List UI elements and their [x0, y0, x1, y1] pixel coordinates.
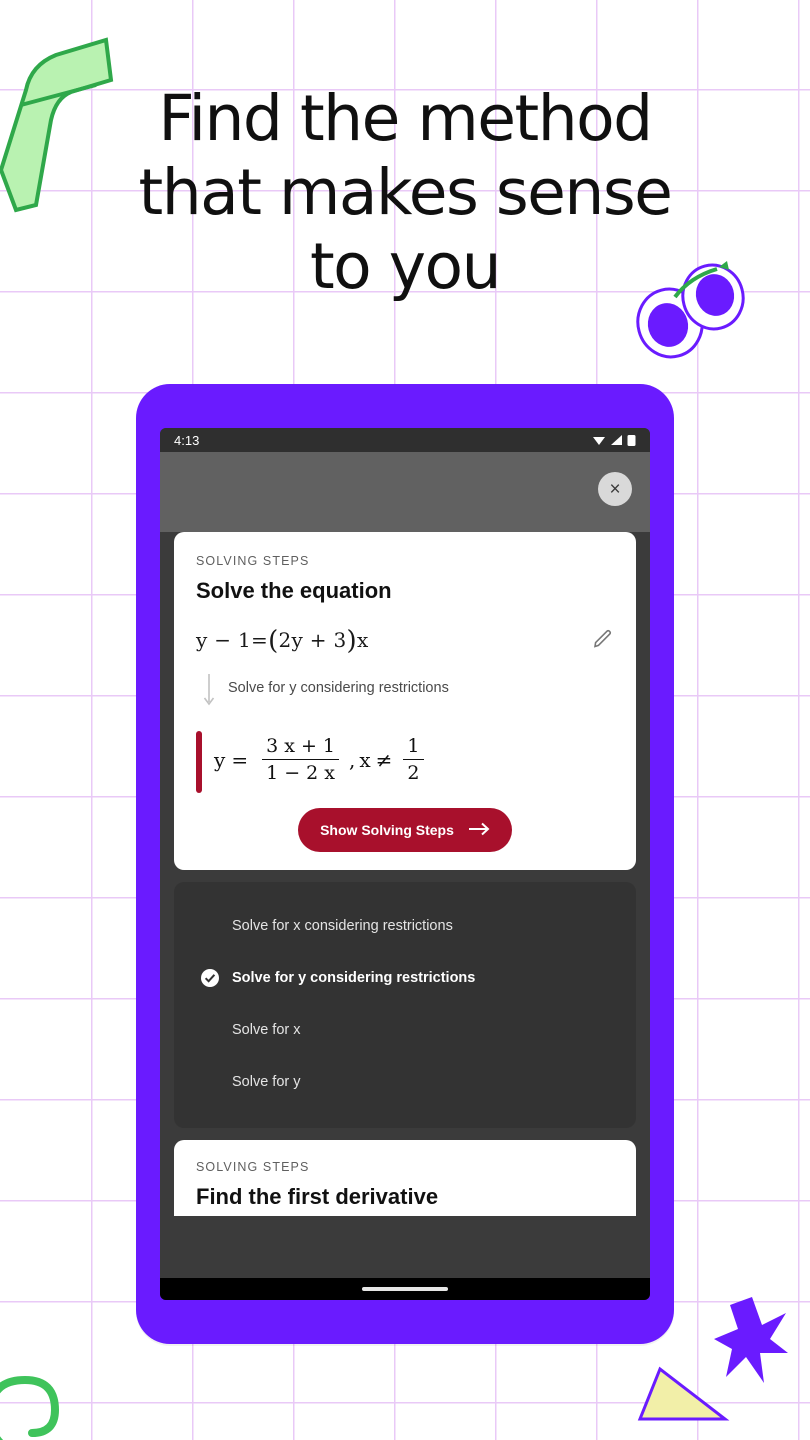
- phone-mockup: [136, 384, 674, 1344]
- result-row: [196, 735, 614, 784]
- decorative-spiral-icon: [0, 1355, 90, 1440]
- equation-right: x: [357, 628, 369, 652]
- arrow-down-icon: [202, 674, 216, 713]
- fraction-2-numerator: 1: [407, 735, 420, 757]
- result-fraction-2: [403, 735, 423, 784]
- option-label: Solve for y considering restrictions: [232, 970, 476, 986]
- result-accent-bar: [196, 731, 202, 793]
- option-label: Solve for x considering restrictions: [232, 918, 453, 934]
- result-condition-var: x: [359, 747, 371, 772]
- option-bullet-placeholder: [200, 1072, 220, 1092]
- result-equation: [214, 735, 432, 784]
- status-time: 4:13: [174, 432, 200, 448]
- solving-steps-card: [174, 532, 636, 870]
- headline-line-2: that makes sense: [138, 156, 672, 229]
- show-solving-steps-button[interactable]: [298, 808, 512, 852]
- show-solving-steps-label: Show Solving Steps: [320, 822, 454, 838]
- equation-equals: =: [251, 628, 269, 652]
- result-y: y: [214, 747, 226, 772]
- method-options-list: [174, 882, 636, 1128]
- equation-inner: 2y + 3: [278, 628, 347, 652]
- modal-header: [160, 452, 650, 532]
- signal-icon: [610, 434, 623, 446]
- option-bullet-placeholder: [200, 1020, 220, 1040]
- check-circle-icon: [200, 968, 220, 988]
- equation-row: [196, 626, 614, 656]
- cta-wrapper: [196, 808, 614, 852]
- step-hint-text: Solve for y considering restrictions: [228, 680, 449, 696]
- option-bullet-placeholder: [200, 916, 220, 936]
- wifi-icon: [592, 434, 606, 446]
- option-label: Solve for x: [232, 1022, 301, 1038]
- decorative-triangle-icon: [630, 1357, 750, 1432]
- home-indicator[interactable]: [362, 1287, 448, 1291]
- option-solve-x-restrictions[interactable]: [174, 900, 636, 952]
- result-condition-op: ≠: [375, 747, 393, 772]
- card-eyebrow: SOLVING STEPS: [196, 554, 310, 568]
- page-title: [0, 82, 810, 304]
- result-comma: ,: [349, 747, 356, 772]
- battery-icon: [627, 434, 636, 447]
- pencil-icon[interactable]: [592, 628, 614, 655]
- next-card-eyebrow: SOLVING STEPS: [196, 1160, 310, 1174]
- option-solve-y[interactable]: [174, 1056, 636, 1108]
- result-fraction-1: [262, 735, 339, 784]
- equation-paren-open: (: [268, 626, 279, 656]
- equation-left: y − 1: [196, 628, 251, 652]
- card-title: Solve the equation: [196, 578, 392, 603]
- fraction-1-denominator: 1 − 2 x: [262, 759, 339, 784]
- next-card-title: Find the first derivative: [196, 1184, 439, 1209]
- fraction-1-numerator: 3 x + 1: [266, 735, 336, 757]
- headline-line-3: to you: [309, 230, 501, 303]
- status-bar: [160, 428, 650, 452]
- option-solve-x[interactable]: [174, 1004, 636, 1056]
- phone-screen: [160, 428, 650, 1300]
- option-solve-y-restrictions[interactable]: [174, 952, 636, 1004]
- equation-paren-close: ): [346, 626, 357, 656]
- android-nav-bar: [160, 1278, 650, 1300]
- equation-input[interactable]: [196, 626, 369, 656]
- step-hint-row: [196, 674, 614, 713]
- fraction-2-denominator: 2: [403, 759, 423, 784]
- arrow-right-icon: [468, 822, 490, 839]
- decorative-star-icon: [712, 1295, 790, 1390]
- headline-line-1: Find the method: [158, 82, 652, 155]
- status-icon-group: [592, 434, 636, 447]
- close-icon-glyph: ×: [609, 478, 621, 500]
- result-equals: =: [231, 747, 249, 772]
- close-icon[interactable]: [598, 472, 632, 506]
- next-solving-steps-card[interactable]: [174, 1140, 636, 1216]
- option-label: Solve for y: [232, 1074, 301, 1090]
